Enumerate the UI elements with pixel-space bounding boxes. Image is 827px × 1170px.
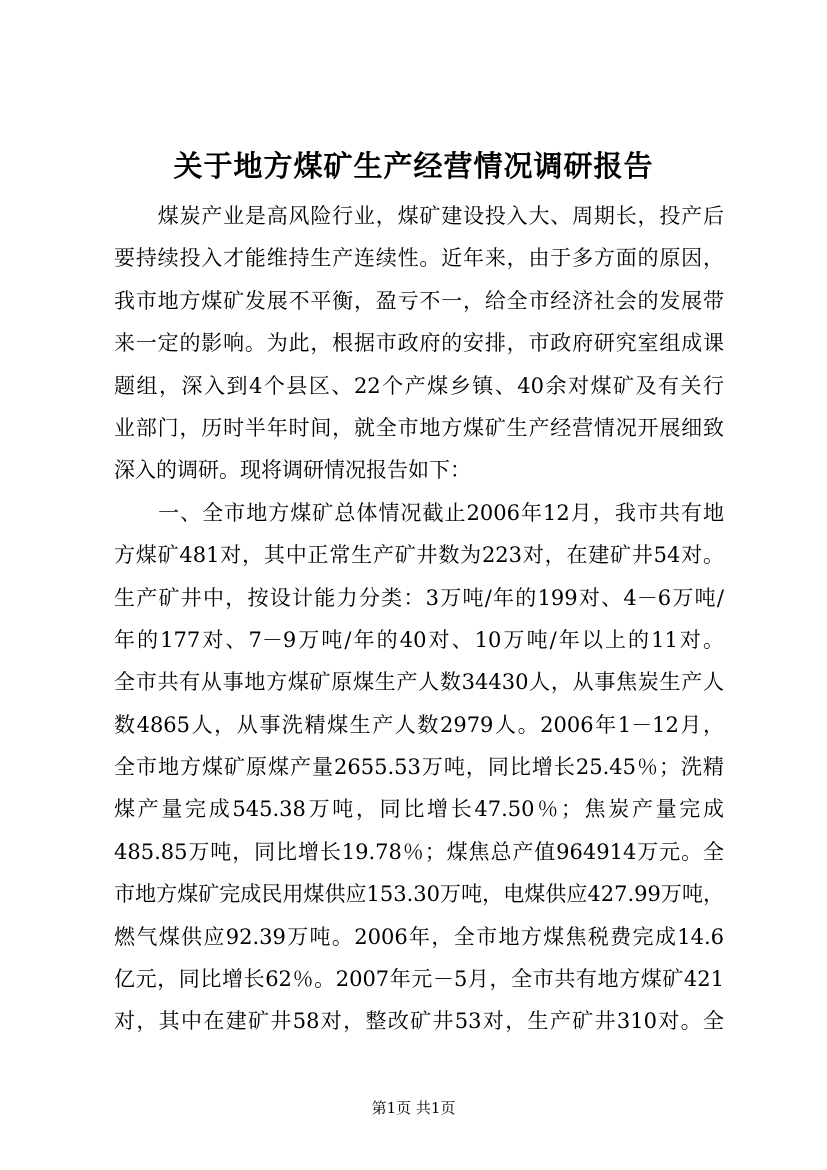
body-line: 业部门，历时半年时间，就全市地方煤矿生产经营情况开展细致 (114, 415, 724, 440)
body-line: 生产矿井中，按设计能力分类：3万吨/年的199对、4－6万吨/ (114, 585, 724, 610)
body-line: 煤炭产业是高风险行业，煤矿建设投入大、周期长，投产后 (114, 204, 724, 228)
body-line: 对，其中在建矿井58对，整改矿井53对，生产矿井310对。全 (114, 1009, 724, 1034)
document-body (114, 195, 724, 1043)
body-line: 全市地方煤矿原煤产量2655.53万吨，同比增长25.45％；洗精 (114, 755, 724, 780)
body-line: 全市共有从事地方煤矿原煤生产人数34430人，从事焦炭生产人 (114, 670, 724, 695)
body-line: 数4865人，从事洗精煤生产人数2979人。2006年1－12月， (114, 712, 724, 737)
body-line: 我市地方煤矿发展不平衡，盈亏不一，给全市经济社会的发展带 (114, 288, 724, 313)
body-line: 题组，深入到4个县区、22个产煤乡镇、40余对煤矿及有关行 (114, 373, 724, 398)
body-line: 年的177对、7－9万吨/年的40对、10万吨/年以上的11对。 (114, 627, 724, 652)
document-title: 关于地方煤矿生产经营情况调研报告 (173, 149, 654, 183)
body-line: 亿元，同比增长62％。2007年元－5月，全市共有地方煤矿421 (114, 967, 724, 992)
body-line: 深入的调研。现将调研情况报告如下： (114, 458, 471, 483)
body-line: 要持续投入才能维持生产连续性。近年来，由于多方面的原因， (114, 246, 724, 271)
body-line: 一、全市地方煤矿总体情况截止2006年12月，我市共有地 (114, 500, 724, 525)
body-line: 煤产量完成545.38万吨，同比增长47.50％；焦炭产量完成 (114, 797, 724, 822)
page-footer: 第1页 共1页 (371, 1099, 456, 1117)
body-line: 市地方煤矿完成民用煤供应153.30万吨，电煤供应427.99万吨， (114, 882, 724, 907)
body-line: 来一定的影响。为此，根据市政府的安排，市政府研究室组成课 (114, 331, 724, 356)
body-line: 485.85万吨，同比增长19.78％；煤焦总产值964914万元。全 (114, 839, 724, 864)
body-line: 方煤矿481对，其中正常生产矿井数为223对，在建矿井54对。 (114, 543, 724, 568)
body-line: 燃气煤供应92.39万吨。2006年，全市地方煤焦税费完成14.6 (114, 924, 724, 949)
